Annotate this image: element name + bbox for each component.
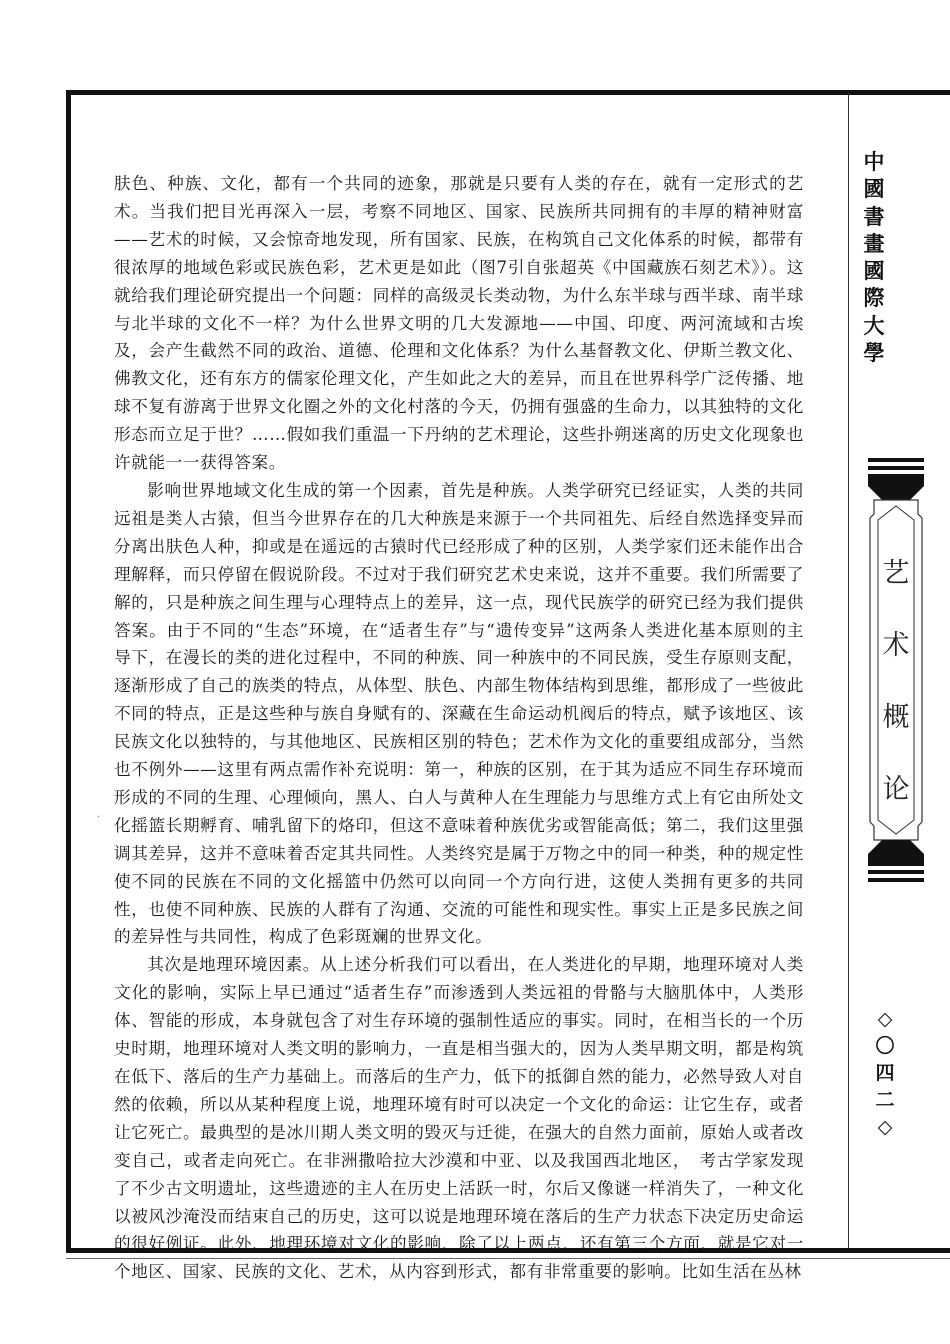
page-number (868, 1006, 902, 1141)
margin-mark: · (97, 812, 101, 823)
book-title-char: 概 (882, 702, 910, 733)
page-frame-top (66, 90, 950, 95)
page-number-digit: 〇 (875, 1035, 895, 1057)
paragraph: 其次是地理环境因素。从上述分析我们可以看出，在人类进化的早期，地理环境对人类文化的影响，实际上早已通过“适者生存”而渗透到人类远祖的骨骼与大脑肌体中，人类形体、智能的形成，本身就包含了对生存环境的强制性适应的事实。同时，在相当长的一个历史时期，地理环境对人类文明的影响力，一直是相当强大的，因为人类早期文明，都是构筑在低下、落后的生产力基础上。而落后的生产力，低下的抵御自然的能力，必然导致人对自然的依赖，所以从某种程度上说，地理环境有时可以决定一个文化的命运：让它生存，或者让它死亡。最典型的是冰川期人类文明的毁灭与迁徙，在强大的自然力面前，原始人或者改变自己，或者走向死亡。在非洲撒哈拉大沙漠和中亚、以及我国西北地区， 考古学家发现了不少古文明遗址，这些遗迹的主人在历史上活跃一时，尔后又像谜一样消失了，一种文化以被风沙淹没而结束自己的历史，这可以说是地理环境在落后的生产力状态下决定历史命运的很好例证。此外，地理环境对文化的影响，除了以上两点，还有第三个方面，就是它对一个地区、国家、民族的文化、艺术，从内容到形式，都有非常重要的影响。比如生活在丛林 (114, 955, 804, 1282)
paragraph: 肤色、种族、文化，都有一个共同的迹象，那就是只要有人类的存在，就有一定形式的艺术。当我们把目光再深入一层，考察不同地区、国家、民族所共同拥有的丰厚的精神财富——艺术的时候，又会惊奇地发现，所有国家、民族，在构筑自己文化体系的时候，都带有很浓厚的地域色彩或民族色彩，艺术更是如此（图7引自张超英《中国藏族石刻艺术》）。这就给我们理论研究提出一个问题：同样的高级灵长类动物，为什么东半球与西半球、南半球与北半球的文化不一样？为什么世界文明的几大发源地——中国、印度、两河流域和古埃及，会产生截然不同的政治、道德、伦理和文化体系？为什么基督教文化、伊斯兰教文化、佛教文化，还有东方的儒家伦理文化，产生如此之大的差异，而且在世界科学广泛传播、地球不复有游离于世界文化圈之外的文化村落的今天，仍拥有强盛的生命力，以其独特的文化形态而立足于世？……假如我们重温一下丹纳的艺术理论，这些扑朔迷离的历史文化现象也许就能一一获得答案。 (114, 174, 804, 473)
book-title-char: 术 (882, 630, 910, 661)
book-title-cartouche (866, 456, 926, 884)
page-number-ornament: ◇ (877, 1116, 893, 1138)
university-title-char: 際 (863, 285, 885, 311)
university-title-char: 學 (863, 340, 885, 366)
book-title-char: 论 (882, 774, 910, 805)
university-title-char: 國 (863, 176, 885, 202)
book-title (866, 538, 926, 826)
university-title-char: 大 (863, 312, 885, 338)
book-title-char: 艺 (882, 558, 910, 589)
university-title-char: 國 (863, 258, 885, 284)
university-title (857, 148, 891, 366)
page-frame-left (66, 90, 71, 1252)
page-number-ornament: ◇ (877, 1008, 893, 1030)
paragraph: 影响世界地域文化生成的第一个因素，首先是种族。人类学研究已经证实，人类的共同远祖是类人古猿，但当今世界存在的几大种族是来源于一个共同祖先、后经自然选择变异而分离出肤色人种，抑或是在遥远的古猿时代已经形成了种的区别，人类学家们还未能作出合理解释，而只停留在假说阶段。不过对于我们研究艺术史来说，这并不重要。我们所需要了解的，只是种族之间生理与心理特点上的差异，这一点，现代民族学的研究已经为我们提供答案。由于不同的“生态”环境，在“适者生存”与“遗传变异”这两条人类进化基本原则的主导下，在漫长的类的进化过程中，不同的种族、同一种族中的不同民族，受生存原则支配，逐渐形成了自己的族类的特点，从体型、肤色、内部生物体结构到思维，都形成了一些彼此不同的特点，正是这些种与族自身赋有的、深藏在生命运动机阀后的特点，赋予该地区、该民族文化以独特的，与其他地区、民族相区别的特色；艺术作为文化的重要组成部分，当然也不例外——这里有两点需作补充说明：第一，种族的区别，在于其为适应不同生存环境而形成的不同的生理、心理倾向，黑人、白人与黄种人在生理能力与思维方式上有它由所处文化摇篮长期孵育、哺乳留下的烙印，但这不意味着种族优劣或智能高低；第二，我们这里强调其差异，这并不意味着否定其共同性。人类终究是属于万物之中的同一种类，种的规定性使不同的民族在不同的文化摇篮中仍然可以向同一个方向行进，这使人类拥有更多的共同性，也使不同种族、民族的人群有了沟通、交流的可能性和现实性。事实上正是多民族之间的差异性与共同性，构成了色彩斑斓的世界文化。 (114, 480, 804, 947)
university-title-char: 中 (863, 149, 885, 174)
page-number-digit: 四 (875, 1062, 895, 1084)
page-number-digit: 二 (875, 1089, 895, 1111)
university-title-char: 書 (863, 203, 885, 229)
sidebar-divider (848, 95, 849, 1248)
university-title-char: 畫 (863, 230, 885, 256)
body-text (114, 170, 804, 1286)
